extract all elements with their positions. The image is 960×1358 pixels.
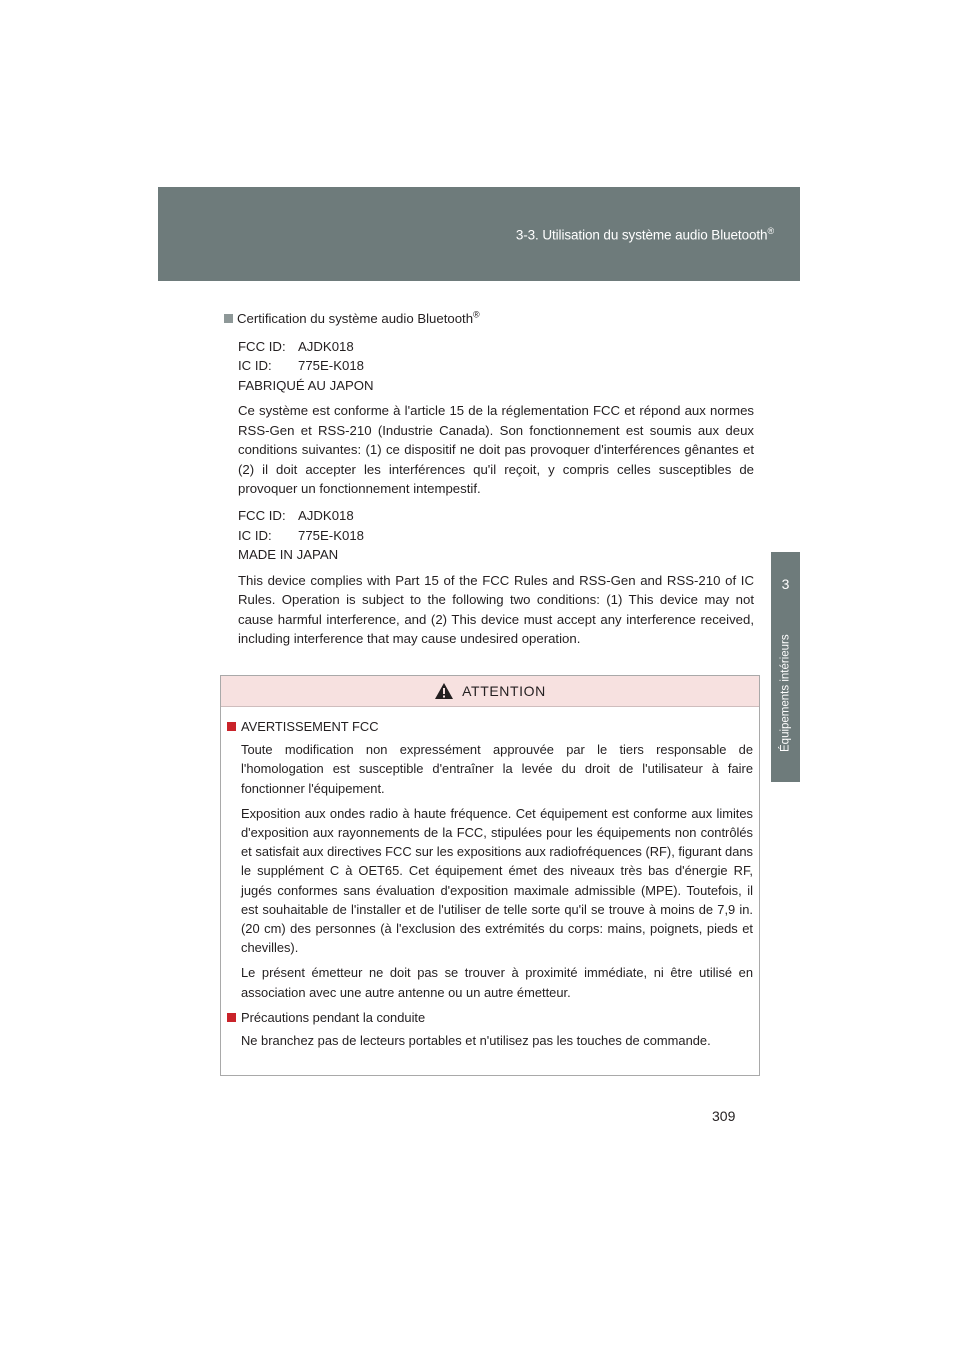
ic-id-value: 775E-K018 [298,527,364,543]
attention-header [221,676,759,707]
fcc-warning-paragraph-2: Exposition aux ondes radio à haute fréquence. Cet équipement est conforme aux limites d'exposition aux rayonnements de la FCC, stipulées pour les équipements non contrôlés et satisfait aux directives FCC sur les expositions aux radiofréquences (RF), figurant dans le supplément C à OET65. Cet équipement émet des niveaux très bas d'énergie RF, jugés conformes sans évaluation d'exposition maximale admissible (MPE). Toutefois, il est souhaitable de l'installer et de l'utiliser de telle sorte qu'il se trouve à moins de 7,9 in. (20 cm) des personnes (à l'exclusion des extrémités du corps: mains, poignets, pieds et chevilles). [241,805,753,956]
ic-id-label: IC ID: [238,358,272,374]
attention-box [220,675,760,1076]
warning-triangle-icon [434,682,454,700]
attention-title: ATTENTION [462,683,546,699]
fcc-warning-paragraph-3: Le présent émetteur ne doit pas se trouver à proximité immédiate, ni être utilisé en association avec une autre antenne ou un autre émetteur. [241,965,753,1000]
compliance-paragraph-fr: Ce système est conforme à l'article 15 de la réglementation FCC et répond aux normes RSS-Gen et RSS-210 (Industrie Canada). Son fonctionnement est soumis aux deux conditions suivantes: (1) ce dispositif ne doit pas provoquer d'interférences gênantes et (2) il doit accepter les interférences qu'il reçoit, y compris celles susceptibles de provoquer un fonctionnement intempestif. [238,403,754,496]
driving-precautions-heading: Précautions pendant la conduite [227,1008,753,1027]
red-square-bullet-icon [227,722,236,731]
chapter-number: 3 [781,576,790,592]
fcc-id-label: FCC ID: [238,508,286,524]
fcc-warning-heading: AVERTISSEMENT FCC [227,717,753,736]
certification-heading: Certification du système audio Bluetooth® [224,306,754,329]
compliance-paragraph-en: This device complies with Part 15 of the FCC Rules and RSS-Gen and RSS-210 of IC Rules. Operation is subject to the following two conditions: (1) This device may not cause harmful interference, and (2) This device must accept any interference received, including interference that may cause undesired operation. [238,572,754,647]
driving-precautions-paragraph: Ne branchez pas de lecteurs portables et n'utilisez pas les touches de commande. [241,1033,711,1049]
chapter-tab[interactable] [771,552,800,782]
fcc-id-value: AJDK018 [298,338,354,354]
fcc-warning-paragraph-1: Toute modification non expressément approuvée par le tiers responsable de l'homologation est susceptible d'entraîner la levée du droit de l'utilisateur à faire fonctionner l'équipement. [241,742,753,796]
id-block-fr [238,337,754,396]
certification-section [224,306,754,654]
square-bullet-icon [224,314,233,323]
ic-id-value: 775E-K018 [298,358,364,374]
section-title: 3-3. Utilisation du système audio Bluetooth® [515,226,774,243]
made-in-fr: FABRIQUÉ AU JAPON [238,377,374,393]
page-number: 309 [712,1108,736,1124]
red-square-bullet-icon [227,1013,236,1022]
made-in-en: MADE IN JAPAN [238,547,339,563]
fcc-id-value: AJDK018 [298,508,354,524]
ic-id-label: IC ID: [238,527,272,543]
id-block-en [238,506,754,565]
chapter-label: Équipements intérieurs [779,634,792,752]
fcc-id-label: FCC ID: [238,338,286,354]
header-bar [158,187,800,281]
